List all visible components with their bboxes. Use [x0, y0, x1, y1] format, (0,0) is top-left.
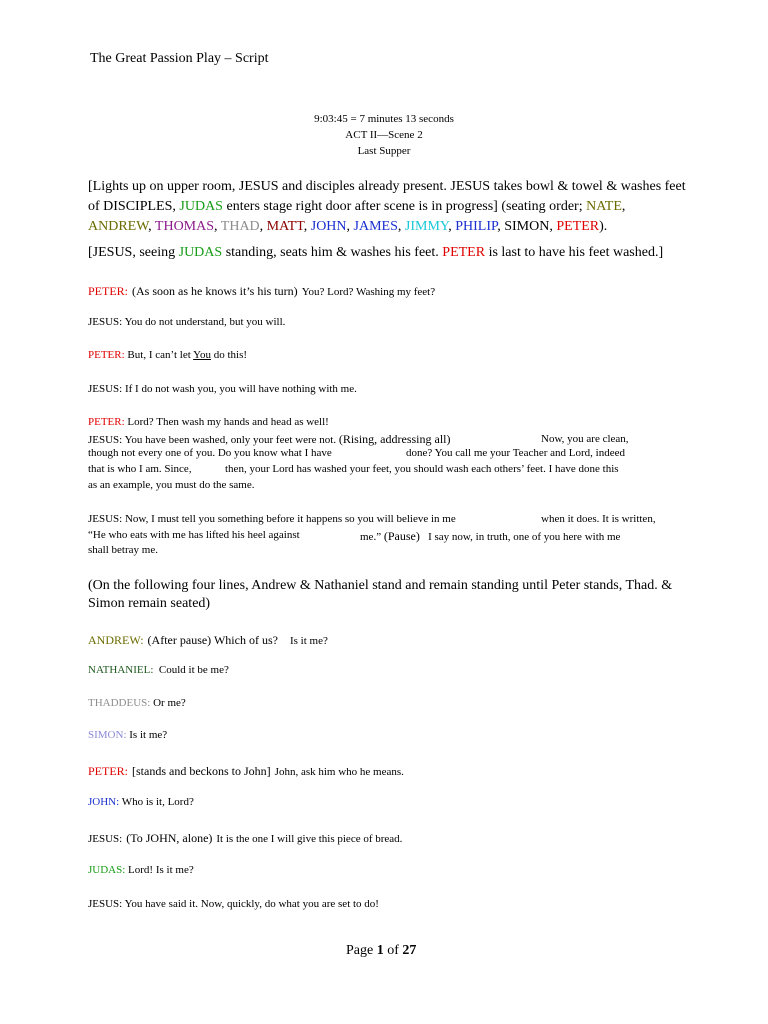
script-line-simon: SIMON: Is it me?: [88, 729, 168, 741]
script-line-jesus-4f: shall betray me.: [88, 544, 158, 556]
stage-direction-1: [JESUS, seeing JUDAS standing, seats him & washes his feet. PETER is last to have his feet washed.]: [88, 245, 664, 260]
script-line-jesus-3g: as an example, you must do the same.: [88, 479, 255, 491]
script-line-nathaniel: NATHANIEL: Could it be me?: [88, 664, 229, 676]
script-line-jesus-6: JESUS: You have said it. Now, quickly, do what you are set to do!: [88, 898, 379, 910]
script-line-jesus-1: JESUS: You do not understand, but you will.: [88, 316, 286, 328]
script-line-jesus-2: JESUS: If I do not wash you, you will have nothing with me.: [88, 383, 357, 395]
script-line-judas: JUDAS: Lord! Is it me?: [88, 864, 194, 876]
script-line-jesus-3e: that is who I am. Since,: [88, 463, 192, 475]
script-line-john: JOHN: Who is it, Lord?: [88, 796, 194, 808]
page-number-footer: Page 1 of 27: [346, 943, 417, 958]
script-line-peter-3: PETER: Lord? Then wash my hands and head as well!: [88, 416, 329, 428]
intro-stage-direction: [Lights up on upper room, JESUS and disciples already present. JESUS takes bowl & towel & washes feet of DISCIPLES, JUDAS enters stage right door after scene is in progress] (seating order; NATE, ANDREW, THOMAS, THAD, MATT, JOHN, JAMES, JIMMY, PHILIP, SIMON, PETER).: [88, 179, 686, 234]
script-line-jesus-3f: then, your Lord has washed your feet, you should wash each others’ feet. I have done this: [225, 463, 619, 475]
script-line-jesus-4c: “He who eats with me has lifted his heel against: [88, 529, 300, 541]
script-line-thaddeus: THADDEUS: Or me?: [88, 697, 186, 709]
document-header-title: The Great Passion Play – Script: [90, 51, 269, 66]
scene-timing: 9:03:45 = 7 minutes 13 seconds: [314, 113, 454, 125]
script-line-andrew: ANDREW: (After pause) Which of us? Is it me?: [88, 633, 328, 647]
script-line-jesus-3b: Now, you are clean,: [541, 433, 629, 445]
script-line-jesus-3c: though not every one of you. Do you know what I have: [88, 447, 332, 459]
stage-direction-2: (On the following four lines, Andrew & Nathaniel stand and remain standing until Peter stands, Thad. & Simon remain seated): [88, 578, 673, 611]
script-line-jesus-4a: JESUS: Now, I must tell you something before it happens so you will believe in me: [88, 513, 456, 525]
script-line-jesus-3d: done? You call me your Teacher and Lord, indeed: [406, 447, 625, 459]
script-line-peter-1: PETER: (As soon as he knows it’s his turn) You? Lord? Washing my feet?: [88, 284, 436, 298]
script-line-jesus-4b: when it does. It is written,: [541, 513, 656, 525]
scene-name: Last Supper: [357, 145, 411, 157]
script-line-jesus-4d: me.” (Pause) I say now, in truth, one of you here with me: [360, 529, 621, 543]
script-line-jesus-5: JESUS: (To JOHN, alone) It is the one I will give this piece of bread.: [88, 831, 403, 845]
script-line-peter-4: PETER: [stands and beckons to John] John, ask him who he means.: [88, 764, 404, 778]
script-line-peter-2: PETER: But, I can’t let You do this!: [88, 349, 248, 361]
script-line-jesus-3a: JESUS: You have been washed, only your feet were not. (Rising, addressing all): [88, 432, 451, 446]
scene-act: ACT II—Scene 2: [345, 129, 423, 141]
